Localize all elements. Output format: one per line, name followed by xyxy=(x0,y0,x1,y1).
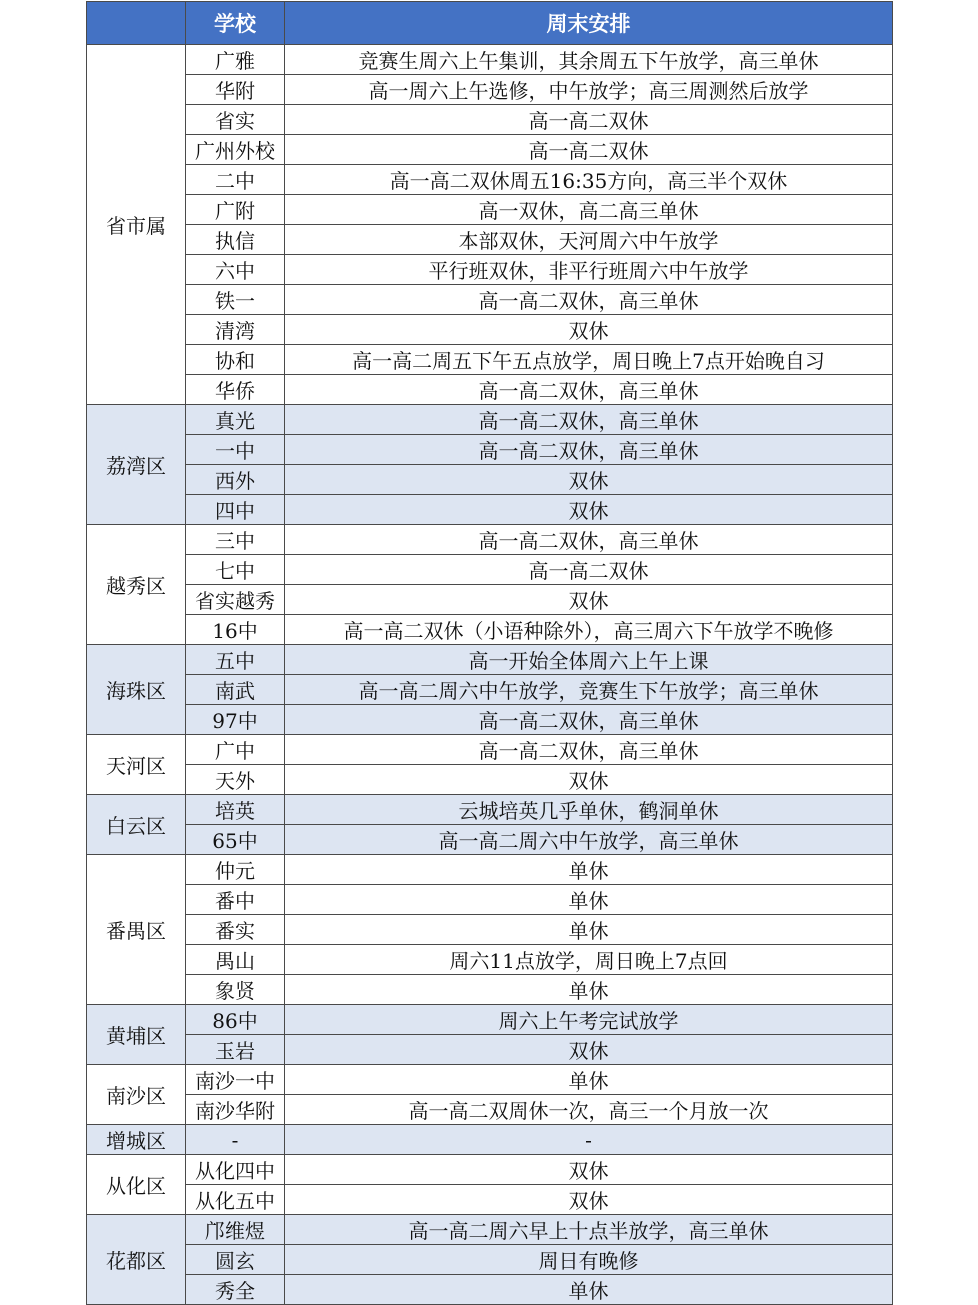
school-cell: 广雅 xyxy=(186,45,285,75)
arrangement-cell: 单休 xyxy=(285,1065,893,1095)
school-cell: 真光 xyxy=(186,405,285,435)
table-row xyxy=(87,615,893,645)
table-row xyxy=(87,225,893,255)
arrangement-cell: 单休 xyxy=(285,1275,893,1305)
table-row xyxy=(87,1035,893,1065)
table-row xyxy=(87,135,893,165)
table-row xyxy=(87,405,893,435)
school-cell: 铁一 xyxy=(186,285,285,315)
table-row xyxy=(87,75,893,105)
school-cell: 广州外校 xyxy=(186,135,285,165)
table-row xyxy=(87,345,893,375)
school-cell: 圆玄 xyxy=(186,1245,285,1275)
arrangement-cell: 本部双休，天河周六中午放学 xyxy=(285,225,893,255)
header-district-cell xyxy=(87,2,186,45)
school-cell: 南沙华附 xyxy=(186,1095,285,1125)
arrangement-cell: 高一开始全体周六上午上课 xyxy=(285,645,893,675)
school-cell: 广附 xyxy=(186,195,285,225)
table-row xyxy=(87,1155,893,1185)
table-row xyxy=(87,195,893,225)
school-cell: 四中 xyxy=(186,495,285,525)
school-cell: 华附 xyxy=(186,75,285,105)
arrangement-cell: 单休 xyxy=(285,915,893,945)
school-cell: 仲元 xyxy=(186,855,285,885)
arrangement-cell: 竞赛生周六上午集训，其余周五下午放学，高三单休 xyxy=(285,45,893,75)
weekend-schedule-table xyxy=(86,1,893,1305)
school-cell: 象贤 xyxy=(186,975,285,1005)
arrangement-cell: 高一高二双休 xyxy=(285,135,893,165)
table-row xyxy=(87,1245,893,1275)
header-row xyxy=(87,2,893,45)
arrangement-cell: 云城培英几乎单休，鹤洞单休 xyxy=(285,795,893,825)
school-cell: 天外 xyxy=(186,765,285,795)
table-row xyxy=(87,495,893,525)
school-cell: 邝维煜 xyxy=(186,1215,285,1245)
arrangement-cell: 高一周六上午选修，中午放学；高三周测然后放学 xyxy=(285,75,893,105)
table-row xyxy=(87,1065,893,1095)
school-cell: 五中 xyxy=(186,645,285,675)
school-cell: 清湾 xyxy=(186,315,285,345)
school-cell: 执信 xyxy=(186,225,285,255)
arrangement-cell: - xyxy=(285,1125,893,1155)
arrangement-cell: 高一高二双休（小语种除外），高三周六下午放学不晚修 xyxy=(285,615,893,645)
school-cell: 南沙一中 xyxy=(186,1065,285,1095)
table-row xyxy=(87,795,893,825)
table-row xyxy=(87,435,893,465)
arrangement-cell: 高一高二双休周五16:35方向，高三半个双休 xyxy=(285,165,893,195)
district-cell: 海珠区 xyxy=(87,645,186,735)
table-row xyxy=(87,735,893,765)
table-row xyxy=(87,675,893,705)
school-cell: 86中 xyxy=(186,1005,285,1035)
table-row xyxy=(87,165,893,195)
arrangement-cell: 高一双休，高二高三单休 xyxy=(285,195,893,225)
school-cell: 南武 xyxy=(186,675,285,705)
school-cell: 二中 xyxy=(186,165,285,195)
table-row xyxy=(87,1005,893,1035)
school-cell: 16中 xyxy=(186,615,285,645)
table-row xyxy=(87,825,893,855)
district-cell: 省市属 xyxy=(87,45,186,405)
arrangement-cell: 高一高二周六早上十点半放学，高三单休 xyxy=(285,1215,893,1245)
arrangement-cell: 高一高二双休，高三单休 xyxy=(285,375,893,405)
arrangement-cell: 双休 xyxy=(285,1155,893,1185)
school-cell: 番实 xyxy=(186,915,285,945)
arrangement-cell: 周六11点放学，周日晚上7点回 xyxy=(285,945,893,975)
district-cell: 从化区 xyxy=(87,1155,186,1215)
district-cell: 花都区 xyxy=(87,1215,186,1305)
school-cell: 培英 xyxy=(186,795,285,825)
district-cell: 南沙区 xyxy=(87,1065,186,1125)
arrangement-cell: 高一高二双周休一次，高三一个月放一次 xyxy=(285,1095,893,1125)
arrangement-cell: 单休 xyxy=(285,975,893,1005)
school-cell: 六中 xyxy=(186,255,285,285)
table-row xyxy=(87,465,893,495)
arrangement-cell: 周六上午考完试放学 xyxy=(285,1005,893,1035)
arrangement-cell: 高一高二周六中午放学，竞赛生下午放学；高三单休 xyxy=(285,675,893,705)
school-cell: 从化四中 xyxy=(186,1155,285,1185)
school-cell: 七中 xyxy=(186,555,285,585)
district-cell: 越秀区 xyxy=(87,525,186,645)
district-cell: 增城区 xyxy=(87,1125,186,1155)
table-row xyxy=(87,1215,893,1245)
district-cell: 荔湾区 xyxy=(87,405,186,525)
table-row xyxy=(87,1275,893,1305)
table-row xyxy=(87,255,893,285)
school-cell: 西外 xyxy=(186,465,285,495)
school-cell: 玉岩 xyxy=(186,1035,285,1065)
arrangement-cell: 双休 xyxy=(285,765,893,795)
arrangement-cell: 单休 xyxy=(285,855,893,885)
school-cell: 秀全 xyxy=(186,1275,285,1305)
arrangement-cell: 高一高二周五下午五点放学，周日晚上7点开始晚自习 xyxy=(285,345,893,375)
header-school: 学校 xyxy=(186,2,285,45)
arrangement-cell: 高一高二双休，高三单休 xyxy=(285,435,893,465)
school-cell: 协和 xyxy=(186,345,285,375)
table-row xyxy=(87,105,893,135)
table-row xyxy=(87,555,893,585)
arrangement-cell: 高一高二双休，高三单休 xyxy=(285,525,893,555)
school-cell: 广中 xyxy=(186,735,285,765)
district-cell: 番禺区 xyxy=(87,855,186,1005)
school-cell: 省实越秀 xyxy=(186,585,285,615)
table-row xyxy=(87,45,893,75)
school-cell: - xyxy=(186,1125,285,1155)
arrangement-cell: 周日有晚修 xyxy=(285,1245,893,1275)
table-row xyxy=(87,885,893,915)
arrangement-cell: 双休 xyxy=(285,1185,893,1215)
school-cell: 华侨 xyxy=(186,375,285,405)
arrangement-cell: 高一高二双休，高三单休 xyxy=(285,405,893,435)
arrangement-cell: 双休 xyxy=(285,585,893,615)
school-cell: 97中 xyxy=(186,705,285,735)
arrangement-cell: 高一高二双休，高三单休 xyxy=(285,735,893,765)
school-cell: 一中 xyxy=(186,435,285,465)
school-cell: 禺山 xyxy=(186,945,285,975)
table-row xyxy=(87,375,893,405)
table-row xyxy=(87,975,893,1005)
table-row xyxy=(87,645,893,675)
table-row xyxy=(87,1125,893,1155)
school-cell: 三中 xyxy=(186,525,285,555)
table-header xyxy=(87,2,893,45)
school-cell: 从化五中 xyxy=(186,1185,285,1215)
arrangement-cell: 单休 xyxy=(285,885,893,915)
arrangement-cell: 高一高二双休，高三单休 xyxy=(285,705,893,735)
arrangement-cell: 平行班双休，非平行班周六中午放学 xyxy=(285,255,893,285)
table-body xyxy=(87,45,893,1305)
arrangement-cell: 双休 xyxy=(285,465,893,495)
table-row xyxy=(87,855,893,885)
arrangement-cell: 高一高二双休 xyxy=(285,105,893,135)
header-weekend-arrangement: 周末安排 xyxy=(285,2,893,45)
table-row xyxy=(87,945,893,975)
arrangement-cell: 高一高二双休，高三单休 xyxy=(285,285,893,315)
table-row xyxy=(87,285,893,315)
school-cell: 65中 xyxy=(186,825,285,855)
school-cell: 省实 xyxy=(186,105,285,135)
arrangement-cell: 双休 xyxy=(285,495,893,525)
school-cell: 番中 xyxy=(186,885,285,915)
table-row xyxy=(87,585,893,615)
arrangement-cell: 双休 xyxy=(285,1035,893,1065)
table-row xyxy=(87,705,893,735)
table-row xyxy=(87,915,893,945)
district-cell: 白云区 xyxy=(87,795,186,855)
table-row xyxy=(87,765,893,795)
table-row xyxy=(87,525,893,555)
arrangement-cell: 双休 xyxy=(285,315,893,345)
table-row xyxy=(87,1095,893,1125)
arrangement-cell: 高一高二周六中午放学，高三单休 xyxy=(285,825,893,855)
district-cell: 天河区 xyxy=(87,735,186,795)
table-row xyxy=(87,315,893,345)
district-cell: 黄埔区 xyxy=(87,1005,186,1065)
table-row xyxy=(87,1185,893,1215)
arrangement-cell: 高一高二双休 xyxy=(285,555,893,585)
